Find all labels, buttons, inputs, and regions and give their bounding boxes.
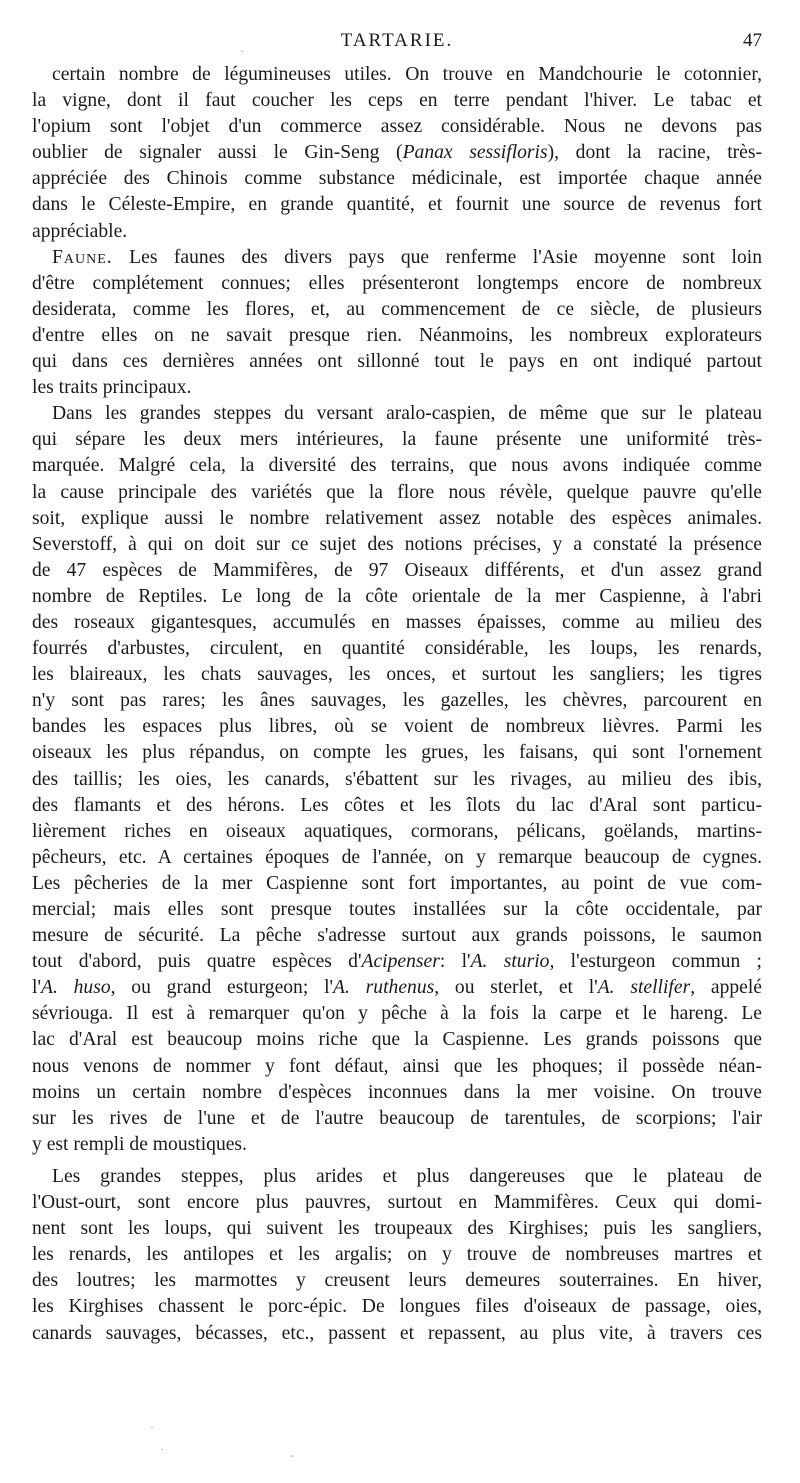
text-run: l' — [32, 977, 41, 999]
body-text — [32, 62, 762, 1347]
italic-term: A. ruthenus — [333, 977, 435, 999]
text-run: Severstoff, à qui on doit sur ce sujet des notions précises, y a constaté la présence — [32, 533, 762, 555]
text-line — [32, 662, 762, 688]
text-line — [32, 401, 762, 427]
text-line — [32, 897, 762, 923]
text-line — [32, 740, 762, 766]
italic-term: A. stellifer — [597, 977, 691, 999]
text-run: nent sont les loups, qui suivent les troupeaux des Kirghises; puis les sangliers, — [32, 1218, 762, 1240]
text-run: qui dans ces dernières années ont sillonné tout le pays en ont indiqué partout — [32, 351, 762, 373]
running-title: TARTARIE. — [340, 30, 454, 51]
text-run: , ou sterlet, et l' — [434, 977, 598, 999]
text-line — [32, 166, 762, 192]
text-run: les traits principaux. — [32, 377, 192, 399]
text-run: mesure de sécurité. La pêche s'adresse surtout aux grands poissons, le saumon — [32, 925, 762, 947]
text-line — [32, 427, 762, 453]
text-run: des roseaux gigantesques, accumulés en masses épaisses, comme au milieu des — [32, 611, 762, 633]
text-run: marquée. Malgré cela, la diversité des terrains, que nous avons indiquée comme — [32, 455, 762, 477]
text-run: certain nombre de légumineuses utiles. On trouve en Mandchourie le cotonnier, — [52, 64, 762, 85]
scan-speck: - — [290, 1448, 294, 1462]
italic-term: Acipenser — [361, 951, 440, 973]
paragraph — [32, 62, 762, 245]
text-run: oublier de signaler aussi le Gin-Seng ( — [32, 142, 403, 164]
text-run: desiderata, comme les flores, et, au commencement de ce siècle, de plusieurs — [32, 298, 762, 320]
text-line — [32, 1054, 762, 1080]
running-head — [32, 30, 762, 60]
text-line — [32, 323, 762, 349]
text-line — [32, 558, 762, 584]
text-line — [32, 1242, 762, 1268]
section-lead: Faune. — [52, 246, 113, 268]
text-line — [32, 636, 762, 662]
text-line — [32, 949, 762, 975]
text-line — [32, 1106, 762, 1132]
text-run: l'Oust-ourt, sont encore plus pauvres, surtout en Mammifères. Ceux qui domi- — [32, 1192, 762, 1214]
scan-speck: · — [240, 44, 244, 58]
text-run: la vigne, dont il faut coucher les ceps en terre pendant l'hiver. Le tabac et — [32, 90, 762, 112]
text-run: y est rempli de moustiques. — [32, 1133, 247, 1155]
text-line — [32, 114, 762, 140]
text-run: lac d'Aral est beaucoup moins riche que la Caspienne. Les grands poissons que — [32, 1029, 762, 1051]
text-run: Les faunes des divers pays que renferme l'Asie moyenne sont loin — [112, 246, 762, 268]
text-run: de 47 espèces de Mammifères, de 97 Oiseaux différents, et d'un assez grand — [32, 559, 762, 581]
text-line — [32, 584, 762, 610]
text-line — [32, 219, 762, 245]
text-run: canards sauvages, bécasses, etc., passent et repassent, au plus vite, à travers ces — [32, 1322, 762, 1344]
paragraph — [32, 1164, 762, 1347]
text-line — [32, 1132, 762, 1158]
italic-term: Panax sessifloris — [402, 142, 548, 164]
text-run: les Kirghises chassent le porc-épic. De longues files d'oiseaux de passage, oies, — [32, 1296, 762, 1318]
text-line — [32, 480, 762, 506]
text-line — [32, 192, 762, 218]
text-run: ), dont la racine, très- — [547, 142, 763, 164]
text-run: n'y sont pas rares; les ânes sauvages, les gazelles, les chèvres, parcourent en — [32, 690, 762, 712]
text-line — [32, 375, 762, 401]
text-line — [32, 688, 762, 714]
text-line — [32, 610, 762, 636]
italic-term: A. huso — [40, 977, 111, 999]
text-run: oiseaux les plus répandus, on compte les grues, les faisans, qui sont l'ornement — [32, 742, 762, 764]
text-line — [32, 1164, 762, 1190]
text-line — [32, 923, 762, 949]
paragraph — [32, 401, 762, 1158]
text-run: sur les rives de l'une et de l'autre beaucoup de tarentules, de scorpions; l'air — [32, 1107, 762, 1129]
text-line — [32, 349, 762, 375]
text-run: nous venons de nommer y font défaut, ainsi que les phoques; il possède néan- — [32, 1055, 762, 1077]
page-number: 47 — [743, 30, 762, 51]
text-run: d'entre elles on ne savait presque rien. Néanmoins, les nombreux explorateurs — [32, 324, 762, 346]
text-run: Les pêcheries de la mer Caspienne sont fort importantes, au point de vue com- — [32, 872, 762, 894]
text-run: moins un certain nombre d'espèces inconnues dans la mer voisine. On trouve — [32, 1081, 762, 1103]
text-line — [32, 714, 762, 740]
text-run: lièrement riches en oiseaux aquatiques, cormorans, pélicans, goëlands, martins- — [32, 820, 762, 842]
text-run: dans le Céleste-Empire, en grande quantité, et fournit une source de revenus fort — [32, 194, 762, 216]
text-line — [32, 140, 762, 166]
scan-speck: · — [150, 1420, 154, 1434]
text-line — [32, 1216, 762, 1242]
text-line — [32, 975, 762, 1001]
text-run: Les grandes steppes, plus arides et plus dangereuses que le plateau de — [52, 1165, 762, 1187]
text-line — [32, 1321, 762, 1347]
text-run: Dans les grandes steppes du versant aralo-caspien, de même que sur le plateau — [52, 403, 762, 425]
text-line — [32, 1294, 762, 1320]
text-run: la cause principale des variétés que la flore nous révèle, quelque pauvre qu'elle — [32, 481, 762, 503]
text-run: l'opium sont l'objet d'un commerce assez considérable. Nous ne devons pas — [32, 116, 762, 138]
text-line — [32, 871, 762, 897]
text-run: qui sépare les deux mers intérieures, la faune présente une uniformité très- — [32, 429, 762, 451]
text-line — [32, 506, 762, 532]
text-run: : l' — [439, 951, 471, 973]
text-run: , l'esturgeon commun ; — [549, 951, 762, 973]
text-line — [32, 1027, 762, 1053]
text-line — [32, 532, 762, 558]
text-run: soit, explique aussi le nombre relativement assez notable des espèces animales. — [32, 507, 762, 529]
text-line — [32, 793, 762, 819]
text-line — [32, 819, 762, 845]
text-line — [32, 845, 762, 871]
text-run: nombre de Reptiles. Le long de la côte orientale de la mer Caspienne, à l'abri — [32, 585, 762, 607]
text-run: , appelé — [690, 977, 762, 999]
text-run: bandes les espaces plus libres, où se voient de nombreux lièvres. Parmi les — [32, 716, 762, 738]
text-line — [32, 767, 762, 793]
text-run: des taillis; les oies, les canards, s'ébattent sur les rivages, au milieu des ibis, — [32, 768, 762, 790]
text-line — [32, 1080, 762, 1106]
text-line — [32, 1190, 762, 1216]
text-line — [32, 297, 762, 323]
text-run: tout d'abord, puis quatre espèces d' — [32, 951, 362, 973]
italic-term: A. sturio — [470, 951, 550, 973]
text-run: des loutres; les marmottes y creusent leurs demeures souterraines. En hiver, — [32, 1270, 762, 1292]
text-run: appréciable. — [32, 220, 128, 242]
text-run: mercial; mais elles sont presque toutes installées sur la côte occidentale, par — [32, 899, 762, 920]
text-line — [32, 1268, 762, 1294]
text-run: , ou grand esturgeon; l' — [110, 977, 334, 999]
text-run: les renards, les antilopes et les argalis; on y trouve de nombreuses martres et — [32, 1244, 762, 1266]
text-run: pêcheurs, etc. A certaines époques de l'année, on y remarque beaucoup de cygnes. — [32, 846, 762, 868]
scan-speck: · — [160, 1442, 164, 1456]
text-run: d'être complétement connues; elles présenteront longtemps encore de nombreux — [32, 272, 762, 294]
text-line — [32, 245, 762, 271]
text-line — [32, 88, 762, 114]
text-line — [32, 453, 762, 479]
text-run: sévriouga. Il est à remarquer qu'on y pêche à la fois la carpe et le hareng. Le — [32, 1003, 762, 1025]
text-run: les blaireaux, les chats sauvages, les onces, et surtout les sangliers; les tigres — [32, 664, 762, 686]
text-run: fourrés d'arbustes, circulent, en quantité considérable, les loups, les renards, — [32, 638, 762, 660]
text-line — [32, 62, 762, 88]
paragraph — [32, 245, 762, 402]
text-run: des flamants et des hérons. Les côtes et les îlots du lac d'Aral sont particu- — [32, 794, 762, 816]
text-run: appréciée des Chinois comme substance médicinale, est importée chaque année — [32, 168, 762, 190]
text-line — [32, 271, 762, 297]
text-line — [32, 1001, 762, 1027]
